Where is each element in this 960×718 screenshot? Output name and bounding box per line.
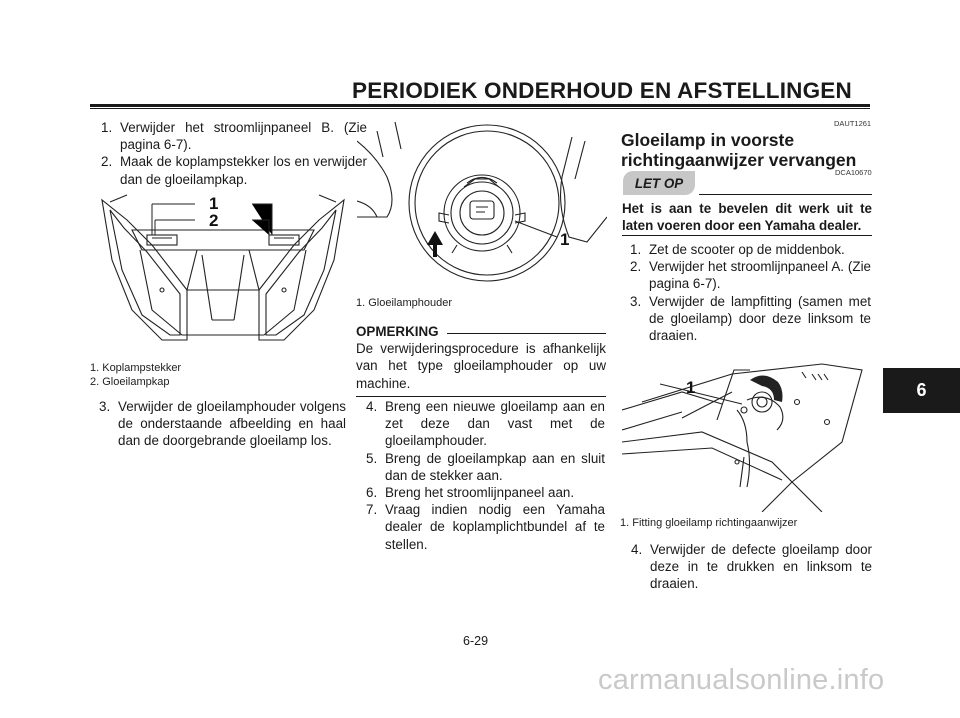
step-text: Breng de gloeilampkap aan en sluit dan de stekker aan. [385, 450, 605, 483]
column-1-continued [90, 398, 346, 450]
figure-callout-1: 1 [209, 194, 219, 213]
figure-3-caption: 1. Fitting gloeilamp richtingaanwijzer [620, 517, 798, 529]
caution-text: Het is aan te bevelen dit werk uit te laten voeren door een Yamaha dealer. [622, 201, 872, 234]
figure-callout-2: 2 [209, 211, 219, 230]
step-number: 5. [366, 450, 378, 466]
column-2-steps [357, 398, 605, 553]
step-number: 7. [366, 502, 378, 518]
step-text: Verwijder de gloeilamphouder volgens de onderstaande afbeelding en haal dan de doorgebrande gloeilamp los. [118, 399, 346, 449]
step-number: 1. [630, 242, 642, 257]
page-number: 6-29 [463, 634, 489, 648]
note-text: De verwijderingsprocedure is afhankelijk van het type gloeilamphouder op uw machine. [356, 341, 606, 391]
step-item [90, 398, 346, 450]
step-text: Verwijder het stroomlijnpaneel A. (Zie pagina 6-7). [649, 259, 871, 292]
step-item [357, 398, 605, 450]
step-number: 3. [630, 293, 642, 309]
step-number: 3. [99, 399, 111, 414]
turn-signal-fitting-figure [622, 362, 872, 512]
caution-badge: LET OP [623, 171, 695, 195]
step-text: Verwijder de defecte gloeilamp door deze in te drukken en linksom te draaien. [650, 542, 872, 592]
step-number: 4. [366, 399, 378, 414]
step-number: 2. [101, 154, 113, 170]
step-item [357, 501, 605, 553]
chapter-tab-label: 6 [916, 380, 927, 400]
figure-1-captions [90, 361, 360, 389]
step-number: 1. [101, 120, 113, 135]
note-block [356, 323, 606, 397]
caution-bottom-rule [622, 235, 872, 236]
section-heading-line: Gloeilamp in voorste [621, 130, 795, 150]
note-heading: OPMERKING [356, 324, 439, 339]
step-item [357, 450, 605, 484]
caution-code: DCA10670 [835, 168, 872, 177]
step-text: Vraag indien nodig een Yamaha dealer de koplamplichtbundel af te stellen. [385, 502, 605, 552]
section-code: DAUT1261 [834, 119, 872, 128]
chapter-tab[interactable] [883, 368, 960, 413]
step-text: Verwijder de lampfitting (samen met de gloeilamp) door deze linksom te draaien. [649, 293, 871, 344]
note-bottom-rule [356, 396, 606, 397]
step-item [621, 293, 871, 345]
column-1 [92, 119, 367, 188]
figure-callout-1: 1 [686, 378, 696, 397]
step-text: Verwijder het stroomlijnpaneel B. (Zie pagina 6-7). [120, 120, 367, 153]
page-title: PERIODIEK ONDERHOUD EN AFSTELLINGEN [352, 78, 852, 103]
caution-rule [699, 194, 872, 195]
step-item [357, 484, 605, 501]
section-heading-line: richtingaanwijzer vervangen [621, 150, 857, 170]
step-text: Breng een nieuwe gloeilamp aan en zet deze dan vast met de gloeilamphouder. [385, 399, 605, 449]
figure-callout-1: 1 [560, 230, 570, 249]
step-item [92, 153, 367, 187]
watermark: carmanualsonline.info [598, 664, 885, 696]
step-number: 6. [366, 485, 378, 501]
step-item [621, 241, 871, 258]
step-item [92, 119, 367, 153]
column-3-steps [621, 241, 871, 344]
caption-line: 1. Koplampstekker [90, 362, 182, 374]
note-rule [447, 333, 606, 334]
step-item [622, 541, 872, 593]
bulb-holder-figure [357, 117, 607, 289]
headlight-assembly-figure [92, 190, 354, 350]
header-rule [90, 104, 870, 107]
step-number: 4. [631, 542, 643, 557]
step-text: Zet de scooter op de middenbok. [649, 242, 845, 257]
step-item [621, 258, 871, 292]
step-number: 2. [630, 259, 642, 275]
step-text: Breng het stroomlijnpaneel aan. [385, 485, 575, 501]
header-rule-thin [90, 108, 870, 109]
section-heading [621, 130, 871, 170]
column-3-continued [622, 541, 872, 593]
step-text: Maak de koplampstekker los en verwijder dan de gloeilampkap. [120, 154, 367, 187]
figure-2-caption: 1. Gloeilamphouder [356, 297, 453, 309]
note-header [356, 323, 606, 340]
caption-line: 2. Gloeilampkap [90, 376, 170, 388]
